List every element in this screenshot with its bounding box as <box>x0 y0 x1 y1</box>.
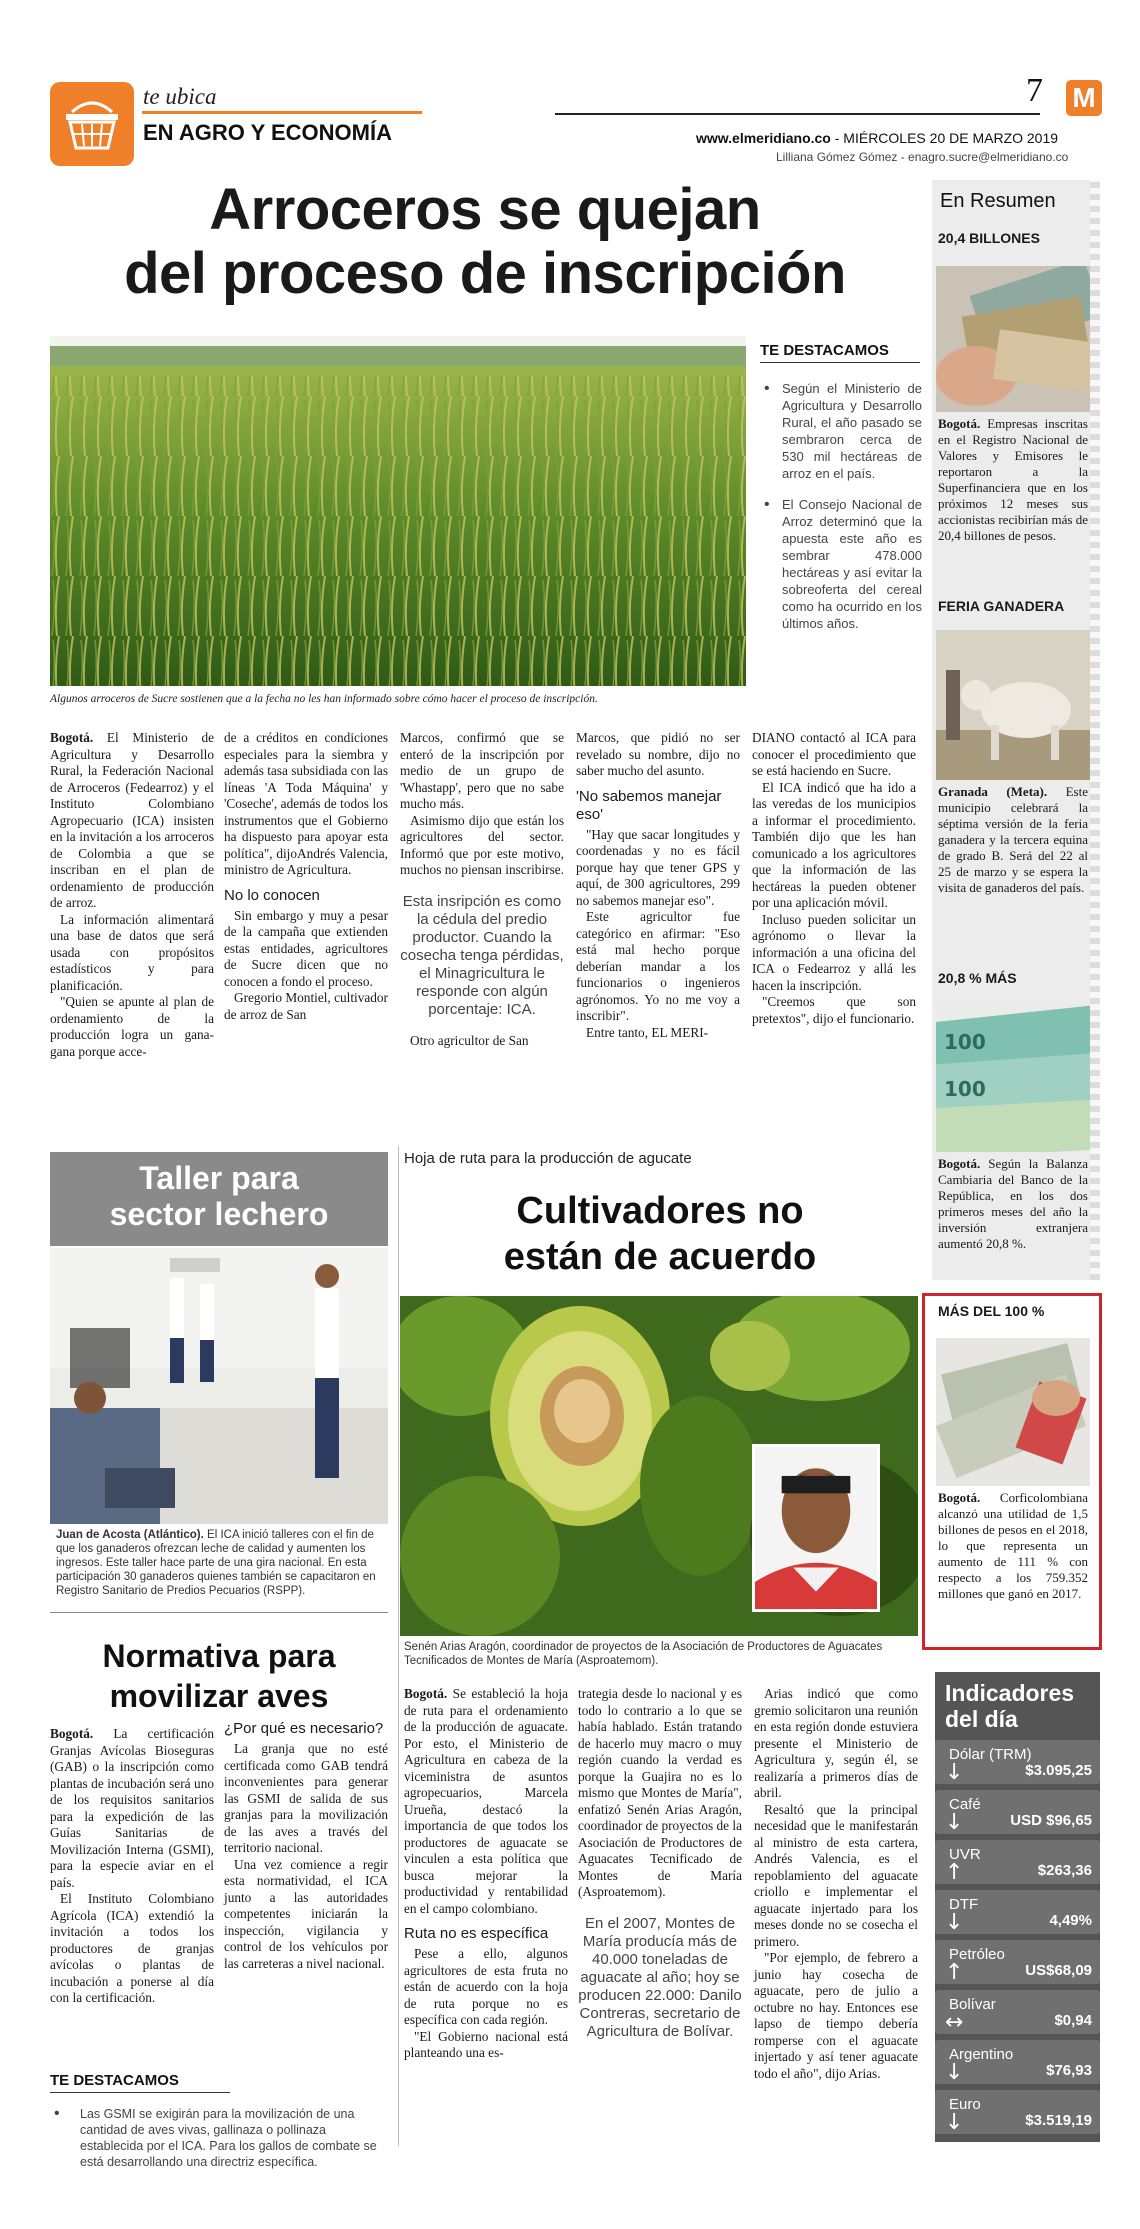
arrow-left-right-icon: ↔ <box>945 2010 964 2035</box>
aves-title-line-2: movilizar aves <box>109 1678 329 1714</box>
indicator-value: $0,94 <box>1054 2012 1092 2029</box>
indicator-value: $263,36 <box>1037 1862 1092 1879</box>
money-photo-1 <box>936 266 1090 412</box>
indicator-value: $3.519,19 <box>1025 2112 1092 2129</box>
indicator-label: Euro <box>949 2096 981 2113</box>
newspaper-logo: M <box>1066 80 1102 116</box>
indicator-label: Dólar (TRM) <box>949 1746 1032 1763</box>
paragraph: "Quien se apunte al plan de ordenamiento de la producción logra un gana-gana porque acce- <box>50 994 214 1059</box>
rice-field-photo <box>50 336 746 686</box>
dollars-photo <box>936 1338 1090 1486</box>
indicator-row <box>935 1740 1100 1784</box>
page-number: 7 <box>1026 72 1043 109</box>
paragraph: Una vez comience a regir esta normatividad, el ICA junto a las autoridades competentes iniciarán la inspección, vigilancia y control de los vehículos por las carreteras a nivel nacional. <box>224 1856 388 1971</box>
indicator-value: USD $96,65 <box>1010 1812 1092 1829</box>
arrow-down-icon: ↓ <box>945 2060 964 2085</box>
paragraph: Este municipio celebrará la séptima versión de la feria ganadera y la tercera equina de grado B. Será del 22 al 25 de marzo y se espera la visita de ganaderos del país. <box>938 784 1088 895</box>
paragraph: Sin embargo y muy a pesar de la campaña que extienden estas entidades, agricultores de Sucre dicen que no conocen a fondo el proceso. <box>224 907 388 989</box>
issue-date: - MIÉRCOLES 20 DE MARZO 2019 <box>830 130 1059 146</box>
main-article-col-3 <box>400 730 564 1049</box>
indicator-row <box>935 1940 1100 1984</box>
banknotes-photo <box>936 1004 1090 1152</box>
arrow-down-icon: ↓ <box>945 2110 964 2135</box>
paragraph: La información alimentará una base de datos que será usada con propósitos estadísticos y para planificación. <box>50 911 214 993</box>
main-headline-line-2: del proceso de inscripción <box>124 241 846 306</box>
caption-text: El ICA inició talleres con el fin de que los ganaderos ofrezcan leche de calidad y aumenten los ingresos. Este taller hace parte de una gira nacional. En esta participación 30 ganaderos quienes también se capacitaron en Registro Sanitario de Predios Pecuarios (RSPP). <box>56 1529 376 1597</box>
indicator-row <box>935 1790 1100 1834</box>
pull-quote: Esta insripción es como la cédula del predio productor. Cuando la cosecha tenga pérdidas, el Minagricultura le responde con algún porcentaje: ICA. <box>400 892 564 1018</box>
subhead: No lo conocen <box>224 886 320 904</box>
indicator-row <box>935 1840 1100 1884</box>
indicadores-title-line-2: del día <box>945 1706 1018 1732</box>
dateline: Bogotá. <box>938 416 981 431</box>
masthead-line <box>696 130 1058 146</box>
section-kicker: te ubica <box>143 84 217 109</box>
sidebar-pattern <box>1090 180 1100 1280</box>
highlight-item: • Las GSMI se exigirán para la movilización de una cantidad de aves vivas, gallinaza o pollinaza establecida por el ICA. Para los gallos de combate se está desarrollando una directriz específica. <box>50 2106 390 2170</box>
resumen-text-1 <box>938 416 1088 544</box>
site-url[interactable]: www.elmeridiano.co <box>696 130 831 146</box>
arrow-up-icon: ↑ <box>945 1960 964 1985</box>
paragraph: Corficolombiana alcanzó una utilidad de 1,5 billones de pesos en el 2018, lo que representa un aumento de 111 % con respecto a los 759.352 millones que ganó en 2017. <box>938 1490 1088 1601</box>
main-article-col-1 <box>50 730 214 1060</box>
svg-text:100: 100 <box>944 1030 986 1054</box>
paragraph: Asimismo dijo que están los agricultores del sector. Informó que por este motivo, muchos no piensan inscribirse. <box>400 812 564 877</box>
basket-icon <box>50 82 134 166</box>
paragraph: Otro agricultor de San <box>410 1032 529 1048</box>
author-line: Lilliana Gómez Gómez - enagro.sucre@elmeridiano.co <box>776 150 1069 164</box>
lechero-title-line-1: Taller para <box>139 1160 299 1196</box>
lechero-title <box>50 1160 388 1232</box>
paragraph: Gregorio Montiel, cultivador de arroz de San <box>224 990 388 1022</box>
rice-photo-caption: Algunos arroceros de Sucre sostienen que a la fecha no les han informado sobre cómo hacer el proceso de inscripción. <box>50 693 598 705</box>
paragraph: "Creemos que son pretextos", dijo el funcionario. <box>752 994 916 1026</box>
aves-highlights-title: TE DESTACAMOS <box>50 2072 179 2089</box>
indicadores-title <box>945 1680 1074 1732</box>
indicator-value: $76,93 <box>1046 2062 1092 2079</box>
paragraph: La granja que no esté certificada como GAB tendrá inconvenientes para generar las GSMI de salida de sus granjas para la movilización de las aves a través del territorio nacional. <box>224 1741 388 1855</box>
highlight-item: • Según el Ministerio de Agricultura y Desarrollo Rural, el año pasado se sembraron cerca de 530 mil hectáreas de arroz en el país. <box>760 380 922 482</box>
paragraph: Según la Balanza Cambiaria del Banco de la República, en los dos primeros meses del año la inversión extranjera aumentó 20,8 %. <box>938 1156 1088 1251</box>
indicator-label: Petróleo <box>949 1946 1005 1963</box>
highlights-list <box>760 380 922 646</box>
aves-title-line-1: Normativa para <box>102 1638 336 1674</box>
header-rule <box>555 113 1040 115</box>
aguacate-headline-line-1: Cultivadores no <box>516 1190 804 1232</box>
indicator-row <box>935 1890 1100 1934</box>
aguacate-headline-line-2: están de acuerdo <box>503 1236 817 1278</box>
aguacate-kicker: Hoja de ruta para la producción de agucate <box>404 1150 692 1167</box>
main-article-col-4 <box>576 730 740 1041</box>
section-rule <box>142 111 422 114</box>
indicator-value: $3.095,25 <box>1025 1762 1092 1779</box>
indicadores-title-line-1: Indicadores <box>945 1680 1075 1706</box>
workshop-caption <box>56 1528 382 1598</box>
aves-highlights-list <box>50 2106 390 2184</box>
paragraph: Marcos, confirmó que se enteró de la inscripción por medio de un grupo de 'Whastapp', pero que no sabe mucho más. <box>400 730 564 811</box>
dateline: Bogotá. <box>404 1686 448 1701</box>
resumen-text-3 <box>938 1156 1088 1252</box>
svg-text:100: 100 <box>944 1077 986 1101</box>
arrow-down-icon: ↓ <box>945 1760 964 1785</box>
paragraph: Se estableció la hoja de ruta para el ordenamiento de la producción de aguacate. Por esto, el Ministerio de Agricultura en cabeza de la viceministra de asuntos agropecuarios, Marcela Urueña, destacó la importancia de que todos los productores de aguacate se vinculen a esta política que busca mejorar la productividad y rentabilidad en el campo colombiano. <box>404 1686 568 1916</box>
aguacate-col-1 <box>404 1686 568 2062</box>
paragraph: Arias indicó que como gremio solicitaron una reunión en esta región donde estuviera presente el Ministerio de Agricultura y, según él, se realizaría a primeros días de abril. <box>754 1686 918 1800</box>
dateline: Bogotá. <box>938 1156 981 1171</box>
indicator-value: US$68,09 <box>1025 1962 1092 1979</box>
paragraph: "Por ejemplo, de febrero a junio hay cosecha de aguacate, pero de julio a octubre no hay. Entonces ese lapso de tiempo debería romperse con el aguacate injertado y así tener aguacate todo el año", dijo Arias. <box>754 1950 918 2081</box>
avocado-caption: Senén Arias Aragón, coordinador de proyectos de la Asociación de Productores de Aguacates Tecnificados de Montes de María (Asproatemom). <box>404 1641 883 1667</box>
paragraph: El Ministerio de Agricultura y Desarrollo Rural, la Federación Nacional de Arroceros (Fedearroz) y el Instituto Colombiano Agropecuario (ICA) insisten en la invitación a los arroceros de Colombia a que se inscriban en el plan de ordenamiento de producción de arroz. <box>50 730 214 910</box>
resumen-head-2: FERIA GANADERA <box>938 598 1065 614</box>
paragraph: Incluso pueden solicitar un agrónomo o llevar la información a una oficina del ICA o Fedearroz y allá les hacen la inscripción. <box>752 911 916 993</box>
subhead: 'No sabemos manejar eso' <box>576 787 722 823</box>
cattle-photo <box>936 630 1090 780</box>
indicator-label: Bolívar <box>949 1996 996 2013</box>
main-article-col-2 <box>224 730 388 1023</box>
column-divider <box>398 1146 399 2146</box>
paragraph: El ICA indicó que ha ido a las veredas de los municipios a informar el procedimiento. También dijo que les han comunicado a los agricultores que la información de las hectáreas la pueden obtener por una aplicación móvil. <box>752 779 916 910</box>
resumen-head-3: 20,8 % MÁS <box>938 970 1017 986</box>
paragraph: "Hay que sacar longitudes y coordenadas y no es fácil porque hay que tener GPS y aquí, de 300 agricultores, 299 no sabemos manejar eso". <box>576 826 740 908</box>
workshop-photo <box>50 1248 388 1524</box>
subhead: ¿Por qué es necesario? <box>224 1720 384 1737</box>
resumen-text-2 <box>938 784 1088 896</box>
paragraph: Marcos, que pidió no ser revelado su nombre, dijo no saber mucho del asunto. <box>576 730 740 778</box>
aguacate-col-3 <box>754 1686 918 2082</box>
resumen-head-1: 20,4 BILLONES <box>938 230 1040 246</box>
indicator-label: DTF <box>949 1896 979 1913</box>
portrait-photo <box>752 1444 880 1612</box>
pull-quote: En el 2007, Montes de María producía más de 40.000 toneladas de aguacate al año; hoy se producen 22.000: Danilo Contreras, secretario de Agricultura de Bolívar. <box>578 1914 742 2040</box>
highlights-title: TE DESTACAMOS <box>760 342 889 359</box>
lechero-title-line-2: sector lechero <box>109 1196 329 1232</box>
lechero-rule <box>50 1612 388 1613</box>
highlights-rule <box>760 362 920 363</box>
dateline: Bogotá. <box>50 730 94 745</box>
paragraph: Resaltó que la principal necesidad que le manifestarán al ministro de esta cartera, Andrés Valencia, es el repoblamiento del aguacate criollo e implementar el aguacate injertado para los meses donde no se cosecha el primero. <box>754 1801 918 1949</box>
aguacate-headline <box>400 1188 920 1280</box>
main-article-col-5 <box>752 730 916 1027</box>
dateline: Juan de Acosta (Atlántico). <box>56 1529 204 1541</box>
indicator-row <box>935 2040 1100 2084</box>
indicator-label: Café <box>949 1796 981 1813</box>
aves-col-2 <box>224 1720 388 1972</box>
indicator-value: 4,49% <box>1049 1912 1092 1929</box>
paragraph: Pese a ello, algunos agricultores de esta fruta no están de acuerdo con la hoja de ruta porque no es específica con cada región. <box>404 1946 568 2027</box>
section-title: EN AGRO Y ECONOMÍA <box>143 120 392 145</box>
paragraph: "El Gobierno nacional está planteando una es- <box>404 2028 568 2060</box>
dateline: Bogotá. <box>50 1726 94 1741</box>
arrow-down-icon: ↓ <box>945 1810 964 1835</box>
paragraph: Empresas inscritas en el Registro Nacional de Valores y Emisores le reportaron a la Superfinanciera que en los próximos 12 meses sus accionistas recibirían más de 20,4 billones de pesos. <box>938 416 1088 543</box>
paragraph: La certificación Granjas Avícolas Bioseguras (GAB) o la inscripción como plantas de incubación será uno de los requisitos sanitarios para la expedición de las Guías Sanitarias de Movilización Interna (GSMI), para la especie aviar en el país. <box>50 1726 214 1890</box>
indicator-label: UVR <box>949 1846 981 1863</box>
highlight-item: • El Consejo Nacional de Arroz determinó que la apuesta este año es sembrar 478.000 hectáreas y así evitar la sobreoferta del cereal como ha ocurrido en los últimos años. <box>760 496 922 632</box>
resumen-head-4: MÁS DEL 100 % <box>938 1303 1045 1319</box>
paragraph: Este agricultor fue categórico en afirmar: "Eso está mal hecho porque deberían mandar a los funcionarios o ingenieros agrónomos. Yo no me voy a inscribir". <box>576 909 740 1023</box>
resumen-text-4 <box>938 1490 1088 1602</box>
paragraph: de a créditos en condiciones especiales para la siembra y además tasa subsidiada con las líneas 'A Toda Máquina' y 'Coseche', además de todos los instrumentos que el Gobierno ha dispuesto para apoyar esta política", dijoAndrés Valencia, ministro de Agricultura. <box>224 730 388 877</box>
main-headline-line-1: Arroceros se quejan <box>209 177 761 242</box>
aves-col-1 <box>50 1726 214 2007</box>
dateline: Granada (Meta). <box>938 784 1048 799</box>
resumen-title: En Resumen <box>940 190 1056 212</box>
indicator-label: Argentino <box>949 2046 1014 2063</box>
indicadores-panel <box>935 1672 1100 2142</box>
paragraph: Entre tanto, EL MERI- <box>586 1024 709 1040</box>
paragraph: trategia desde lo nacional y es todo lo contrario a lo que se había hablado. Están tratando de hacerlo muy macro o muy región cuando la verdad es porque la Guajira no es lo mismo que Montes de María", enfatizó Senén Arias Aragón, coordinador de proyectos de la Asociación de Productores de Aguacates Tecnificado de Montes de María (Asproatemom). <box>578 1686 742 1899</box>
paragraph: DIANO contactó al ICA para conocer el procedimiento que se está haciendo en Sucre. <box>752 730 916 778</box>
aves-highlights-rule <box>50 2092 230 2093</box>
indicator-row <box>935 1990 1100 2034</box>
main-headline <box>50 178 920 306</box>
arrow-down-icon: ↓ <box>945 1910 964 1935</box>
arrow-up-icon: ↑ <box>945 1860 964 1885</box>
paragraph: El Instituto Colombiano Agrícola (ICA) extendió la invitación a todos los productores de granjas avícolas o plantas de incubación a ponerse al día con la certificación. <box>50 1891 214 2005</box>
aguacate-col-2 <box>578 1686 742 2055</box>
subhead: Ruta no es específica <box>404 1925 549 1942</box>
indicator-row <box>935 2090 1100 2134</box>
aves-title <box>50 1636 388 1716</box>
dateline: Bogotá. <box>938 1490 981 1505</box>
